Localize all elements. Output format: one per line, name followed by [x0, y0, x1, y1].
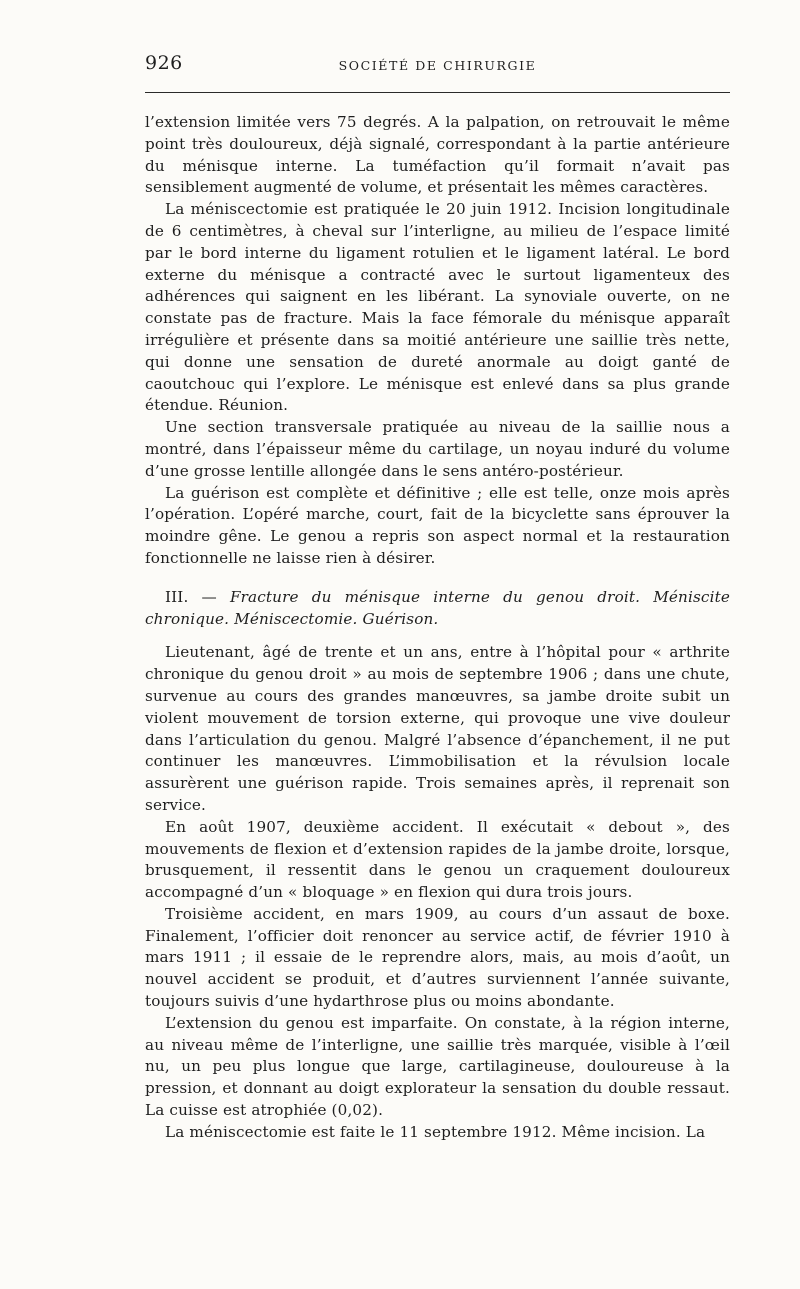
- paragraph: La méniscectomie est faite le 11 septembre 1912. Même incision. La: [165, 1122, 706, 1141]
- header-rule: [145, 92, 730, 93]
- page-header: [145, 48, 730, 92]
- paragraph: En août 1907, deuxième accident. Il exécutait « debout », des mouvements de flexion et d’extension rapides de la jambe droite, lorsque, brusquement, il ressentit dans le genou un craquement douloureux accompagné d’un « bloquage » en flexion qui dura trois jours.: [145, 817, 730, 902]
- paragraph: l’extension limitée vers 75 degrés. A la palpation, on retrouvait le même point très douloureux, déjà signalé, correspondant à la partie antérieure du ménisque interne. La tuméfaction qu’il formait n’avait pas sensiblement augmenté de volume, et présentait les mêmes caractères.: [145, 113, 730, 197]
- paragraph: La guérison est complète et définitive ; elle est telle, onze mois après l’opération. L’opéré marche, court, fait de la bicyclette sans éprouver la moindre gêne. Le genou a repris son aspect normal et la restauration fonctionnelle ne laisse rien à désirer.: [145, 483, 730, 567]
- running-title: SOCIÉTÉ DE CHIRURGIE: [338, 58, 537, 73]
- paragraph: Lieutenant, âgé de trente et un ans, entre à l’hôpital pour « arthrite chronique du genou droit » au mois de septembre 1906 ; dans une chute, survenue au cours des grandes manœuvres, sa jambe droite subit un violent mouvement de torsion externe, qui provoque une vive douleur dans l’articulation du genou. Malgré l’absence d’épanchement, il ne put continuer les manœuvres. L’immobilisation et la révulsion locale assurèrent une guérison rapide. Trois semaines après, il reprenait son service.: [145, 643, 730, 814]
- paragraph: La méniscectomie est pratiquée le 20 juin 1912. Incision longitudinale de 6 centimètres, à cheval sur l’interligne, au milieu de l’espace limité par le bord interne du ligament rotulien et le ligament latéral. Le bord externe du ménisque a contracté avec le surtout ligamenteux des adhérences qui saignent en les libérant. La synoviale ouverte, on ne constate pas de fracture. Mais la face fémorale du ménisque apparaît irrégulière et présente dans sa moitié antérieure une saillie très nette, qui donne une sensation de dureté anormale au doigt ganté de caoutchouc qui l’explore. Le ménisque est enlevé dans sa plus grande étendue. Réunion.: [145, 200, 730, 415]
- section-heading: [145, 587, 730, 631]
- paragraph: Troisième accident, en mars 1909, au cours d’un assaut de boxe. Finalement, l’officier doit renoncer au service actif, de février 1910 à mars 1911 ; il essaie de le reprendre alors, mais, au mois d’août, un nouvel accident se produit, et d’autres surviennent l’année suivante, toujours suivis d’une hydarthrose plus ou moins abondante.: [145, 904, 730, 1011]
- section-number: III. —: [165, 587, 217, 606]
- body-text: [145, 112, 730, 1144]
- paragraph: L’extension du genou est imparfaite. On constate, à la région interne, au niveau même de l’interligne, une saillie très marquée, visible à l’œil nu, un peu plus longue que large, cartilagineuse, douloureuse à la pression, et donnant au doigt explorateur la sensation du double ressaut. La cuisse est atrophiée (0,02).: [145, 1013, 730, 1120]
- paragraph: Une section transversale pratiquée au niveau de la saillie nous a montré, dans l’épaisseur même du cartilage, un noyau induré du volume d’une grosse lentille allongée dans le sens antéro-postérieur.: [145, 418, 730, 480]
- page-number: 926: [145, 52, 183, 74]
- section-title: Fracture du ménisque interne du genou droit. Méniscite chronique. Méniscectomie. Guérison.: [145, 587, 730, 628]
